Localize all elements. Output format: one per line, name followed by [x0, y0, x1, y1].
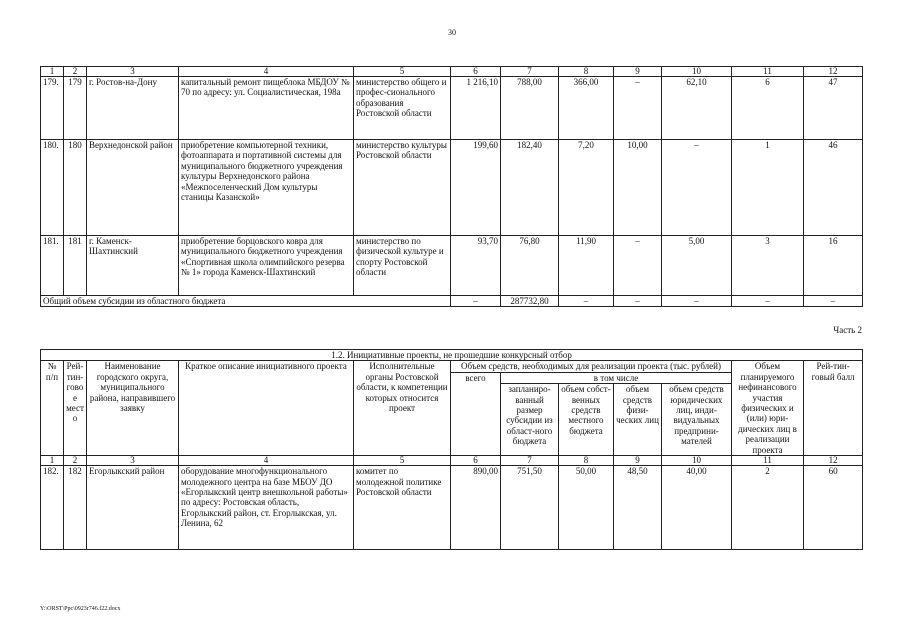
local-budget-amount: 7,20	[559, 140, 614, 236]
project-description: приобретение борцовского ковра для муниципального бюджетного учреждения «Спортивная школа олимпийского резерва № 1» города Каменск-Шахтинский	[179, 236, 354, 296]
rating-place: 182	[64, 466, 87, 550]
total-c9: –	[614, 296, 662, 307]
legal-entities-amount: 5,00	[662, 236, 732, 296]
col-num: 1	[41, 456, 64, 466]
municipality-name: Верхнедонской район	[87, 140, 179, 236]
header-number: № п/п	[41, 361, 64, 456]
municipality-name: Егорлыкский район	[87, 466, 179, 550]
col-num: 3	[87, 456, 179, 466]
col-num: 5	[354, 67, 451, 77]
subsidy-table-part1	[40, 66, 863, 307]
header-local-budget: объем собст-венных средств местного бюджета	[559, 384, 614, 456]
individuals-amount: –	[614, 236, 662, 296]
col-num: 11	[732, 67, 804, 77]
total-amount: 93,70	[451, 236, 501, 296]
header-nonfinancial: Объем планируемого нефинансового участия физических и (или) юри-дических лиц в реализации проекта	[732, 361, 804, 456]
project-description: оборудование многофункционального молодежного центра на базе МБОУ ДО «Егорлыкский центр внешкольной работы» по адресу: Ростовская область, Егорлыкский район, ст. Егорлыкская, ул. Ленина, 62	[179, 466, 354, 550]
total-subsidy-sum: 287732,80	[501, 296, 559, 307]
executive-body: министерство культуры Ростовской области	[354, 140, 451, 236]
col-num: 2	[64, 456, 87, 466]
header-volume: Объем средств, необходимых для реализации проекта (тыс. рублей)	[451, 361, 732, 372]
part-label: Часть 2	[833, 325, 862, 335]
header-row	[41, 361, 863, 372]
col-num: 7	[501, 456, 559, 466]
total-amount: 890,00	[451, 466, 501, 550]
total-amount: 199,60	[451, 140, 501, 236]
project-description: капитальный ремонт пищеблока МБДОУ № 70 по адресу: ул. Социалистическая, 198а	[179, 77, 354, 140]
municipality-name: г. Ростов-на-Дону	[87, 77, 179, 140]
local-budget-amount: 50,00	[559, 466, 614, 550]
col-num: 7	[501, 67, 559, 77]
column-number-row	[41, 456, 863, 466]
col-num: 12	[804, 456, 863, 466]
subsidy-amount: 788,00	[501, 77, 559, 140]
row-number: 181.	[41, 236, 64, 296]
rating-score: 16	[804, 236, 863, 296]
col-num: 2	[64, 67, 87, 77]
local-budget-amount: 366,00	[559, 77, 614, 140]
col-num: 6	[451, 67, 501, 77]
row-number: 182.	[41, 466, 64, 550]
individuals-amount: 10,00	[614, 140, 662, 236]
table-row	[41, 77, 863, 140]
section-title: 1.2. Инициативные проекты, не прошедшие конкурсный отбор	[41, 350, 863, 361]
rating-score: 46	[804, 140, 863, 236]
col-num: 4	[179, 67, 354, 77]
col-num: 10	[662, 67, 732, 77]
total-c12: –	[804, 296, 863, 307]
project-description: приобретение компьютерной техники, фотоаппарата и портативной системы для муниципального бюджетного учреждения культуры Верхнедонского района «Межпоселенческий Дом культуры станицы Казанской»	[179, 140, 354, 236]
executive-body: комитет по молодежной политике Ростовской области	[354, 466, 451, 550]
col-num: 12	[804, 67, 863, 77]
header-description: Краткое описание инициативного проекта	[179, 361, 354, 456]
nonfinancial-participation: 1	[732, 140, 804, 236]
subsidy-amount: 76,80	[501, 236, 559, 296]
total-c6: –	[451, 296, 501, 307]
header-total: всего	[451, 372, 501, 455]
header-rating-place: Рей-тин-говое место	[64, 361, 87, 456]
individuals-amount: –	[614, 77, 662, 140]
col-num: 8	[559, 67, 614, 77]
nonfinancial-participation: 6	[732, 77, 804, 140]
total-c10: –	[662, 296, 732, 307]
table-row	[41, 466, 863, 550]
legal-entities-amount: 62,10	[662, 77, 732, 140]
rating-place: 179	[64, 77, 87, 140]
executive-body: министерство по физической культуре и спорту Ростовской области	[354, 236, 451, 296]
total-c8: –	[559, 296, 614, 307]
col-num: 9	[614, 456, 662, 466]
col-num: 5	[354, 456, 451, 466]
rating-score: 60	[804, 466, 863, 550]
col-num: 1	[41, 67, 64, 77]
header-municipality: Наименование городского округа, муниципального района, направившего заявку	[87, 361, 179, 456]
legal-entities-amount: –	[662, 140, 732, 236]
header-executive-body: Исполнительные органы Ростовской области, к компетенции которых относится проект	[354, 361, 451, 456]
rating-place: 180	[64, 140, 87, 236]
header-including: в том числе	[501, 372, 732, 383]
nonfinancial-participation: 2	[732, 466, 804, 550]
rating-score: 47	[804, 77, 863, 140]
nonfinancial-participation: 3	[732, 236, 804, 296]
col-num: 9	[614, 67, 662, 77]
subsidy-table-part2	[40, 349, 863, 550]
table-row	[41, 236, 863, 296]
header-subsidy: запланиро-ванный размер субсидии из област-ного бюджета	[501, 384, 559, 456]
subsidy-amount: 751,50	[501, 466, 559, 550]
individuals-amount: 48,50	[614, 466, 662, 550]
row-number: 179.	[41, 77, 64, 140]
page-number: 30	[448, 28, 456, 37]
header-individuals: объем средств физи-ческих лиц	[614, 384, 662, 456]
col-num: 8	[559, 456, 614, 466]
local-budget-amount: 11,90	[559, 236, 614, 296]
footer-file-path: Y:\ORST\Ppc\0923r746.f22.docx	[40, 606, 121, 612]
rating-place: 181	[64, 236, 87, 296]
col-num: 6	[451, 456, 501, 466]
header-rating-score: Рей-тин-говый балл	[804, 361, 863, 456]
total-c11: –	[732, 296, 804, 307]
column-number-row	[41, 67, 863, 77]
col-num: 4	[179, 456, 354, 466]
col-num: 10	[662, 456, 732, 466]
row-number: 180.	[41, 140, 64, 236]
section-title-row	[41, 350, 863, 361]
municipality-name: г. Каменск-Шахтинский	[87, 236, 179, 296]
table-row	[41, 140, 863, 236]
total-label: Общий объем субсидии из областного бюджета	[41, 296, 451, 307]
subsidy-amount: 182,40	[501, 140, 559, 236]
col-num: 3	[87, 67, 179, 77]
total-amount: 1 216,10	[451, 77, 501, 140]
executive-body: министерство общего и профес-сионального образования Ростовской области	[354, 77, 451, 140]
legal-entities-amount: 40,00	[662, 466, 732, 550]
header-legal-entities: объем средств юридических лиц, инди-видуальных предприни-мателей	[662, 384, 732, 456]
total-row	[41, 296, 863, 307]
col-num: 11	[732, 456, 804, 466]
